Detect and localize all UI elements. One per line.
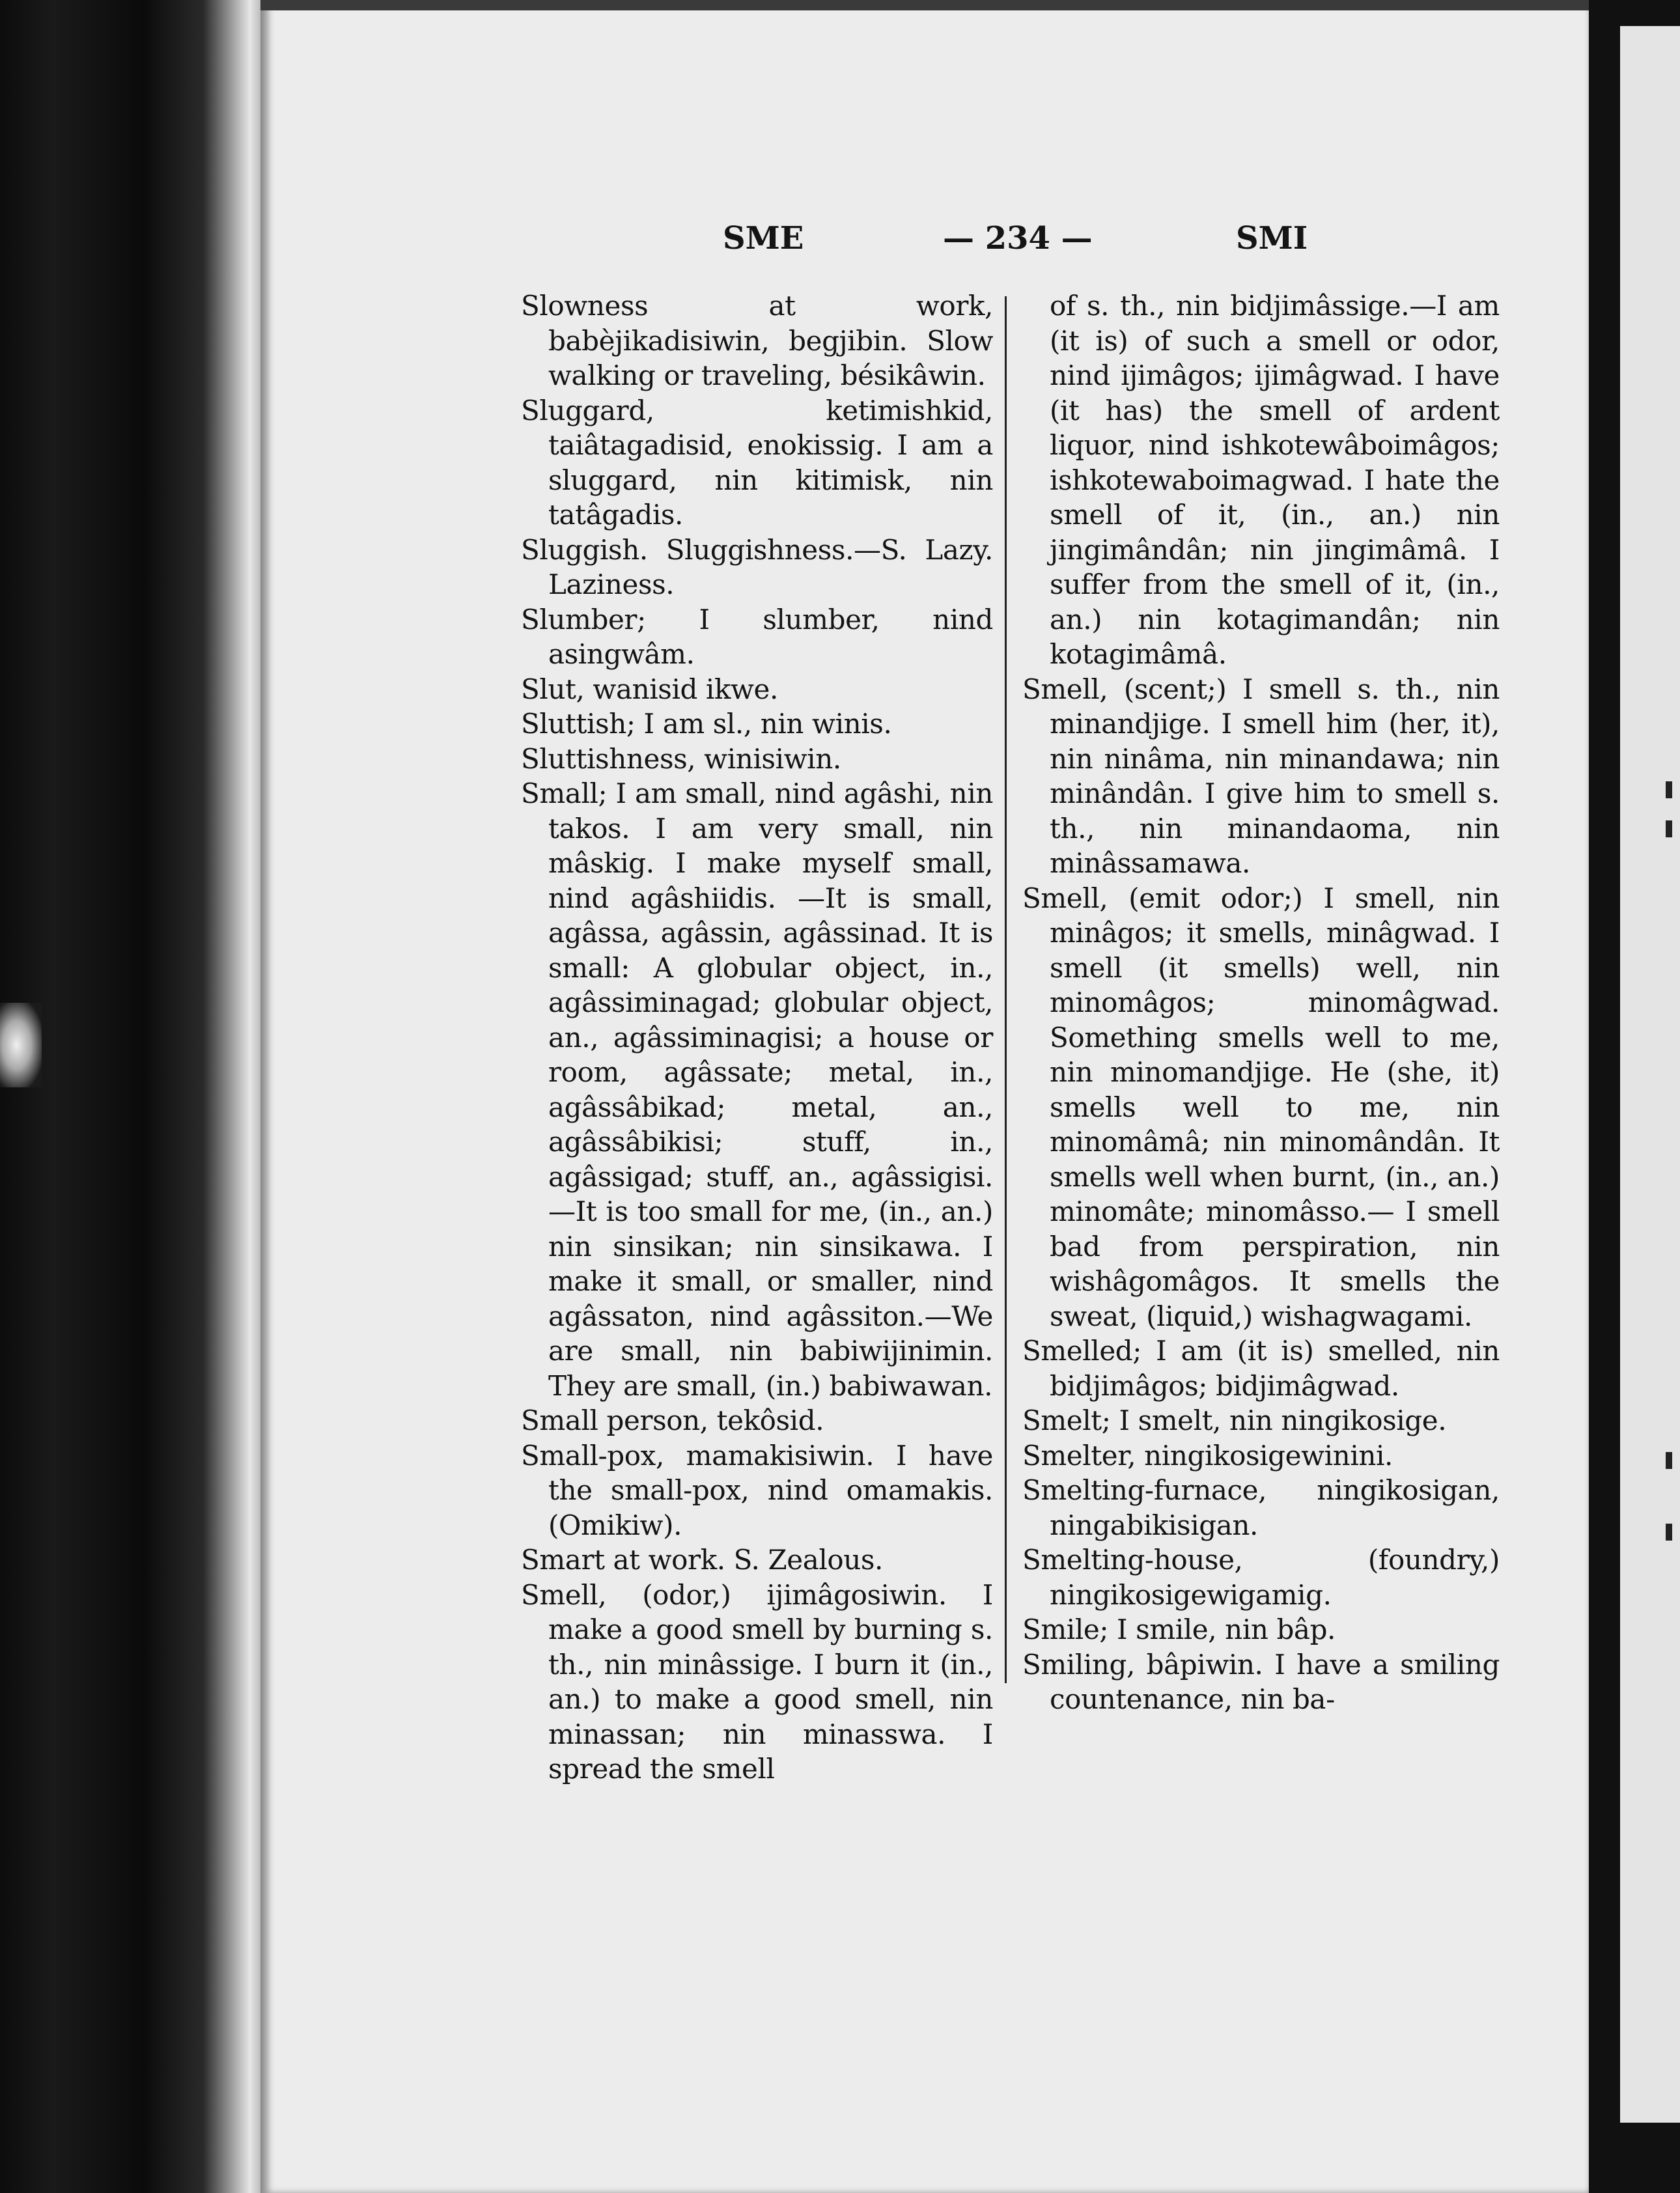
dictionary-entry: Smelt; I smelt, nin ningikosige.: [1022, 1404, 1447, 1436]
adjacent-page-text-fragment: [1666, 820, 1672, 837]
dictionary-entry: Small-pox, mamakisiwin. I have the small-pox, nind omamakis. (Omikiw).: [521, 1439, 993, 1541]
dictionary-entry: Smell, (scent;) I smell s. th., nin minandjige. I smell him (her, it), nin ninâma, nin minandawa; nin minândân. I give him to smell s. th., nin minandaoma, nin minâssamawa.: [1022, 673, 1500, 879]
dictionary-entry: Smart at work. S. Zealous.: [521, 1544, 884, 1576]
book-gutter: [0, 0, 260, 2193]
dictionary-entry: Small person, tekôsid.: [521, 1404, 824, 1436]
dictionary-entry: Sluggish. Sluggishness.—S. Lazy. Laziness.: [521, 533, 993, 600]
adjacent-page-sliver: [1620, 26, 1680, 2123]
dictionary-entry: Sluggard, ketimishkid, taiâtagadisid, enokissig. I am a sluggard, nin kitimisk, nin tatâgadis.: [521, 394, 993, 531]
dictionary-entry: Smile; I smile, nin bâp.: [1022, 1613, 1336, 1645]
right-column: [1022, 288, 1500, 1717]
dictionary-entry: Slowness at work, babèjikadisiwin, begjibin. Slow walking or traveling, bésikâwin.: [521, 290, 993, 391]
scanner-artifact: [0, 1003, 42, 1087]
dictionary-entry: Smiling, bâpiwin. I have a smiling countenance, nin ba-: [1022, 1648, 1500, 1715]
left-guide-word: SME: [723, 220, 804, 257]
right-guide-word: SMI: [1236, 220, 1308, 257]
dictionary-entry: Sluttish; I am sl., nin winis.: [521, 708, 892, 740]
dictionary-entry: Slut, wanisid ikwe.: [521, 673, 778, 705]
dictionary-entry: Sluttishness, winisiwin.: [521, 742, 841, 775]
scanner-frame: [1589, 0, 1680, 2193]
running-head: [260, 220, 1589, 266]
dictionary-entry: Smelting-house, (foundry,) ningikosigewigamig.: [1022, 1544, 1500, 1611]
dictionary-entry: Smelting-furnace, ningikosigan, ningabikisigan.: [1022, 1474, 1500, 1541]
column-divider: [1005, 296, 1007, 1683]
dictionary-entry: Smelled; I am (it is) smelled, nin bidjimâgos; bidjimâgwad.: [1022, 1335, 1500, 1402]
page-top-edge: [260, 0, 1589, 10]
adjacent-page-text-fragment: [1666, 1524, 1672, 1541]
adjacent-page-text-fragment: [1666, 1452, 1672, 1469]
dictionary-entry: Smell, (emit odor;) I smell, nin minâgos; it smells, minâgwad. I smell (it smells) well, nin minomâgos; minomâgwad. Something smells well to me, nin minomandjige. He (she, it) smells well to me, nin minomâmâ; nin minomândân. It smells well when burnt, (in., an.) minomâte; minomâsso.— I smell bad from perspiration, nin wishâgomâgos. It smells the sweat, (liquid,) wishagwagami.: [1022, 882, 1500, 1332]
dictionary-entry: Smell, (odor,) ijimâgosiwin. I make a good smell by burning s. th., nin minâssige. I burn it (in., an.) to make a good smell, nin minassan; nin minasswa. I spread the smell: [521, 1578, 993, 1785]
dictionary-entry-continued: of s. th., nin bidjimâssige.—I am (it is) of such a smell or odor, nind ijimâgos; ijimâgwad. I have (it has) the smell of ardent liquor, nind ishkotewâboimâgos; ishkotewaboimagwad. I hate the smell of it, (in., an.) nin jingimândân; nin jingimâmâ. I suffer from the smell of it, (in., an.) nin kotagimandân; nin kotagimâmâ.: [1050, 290, 1500, 670]
dictionary-entry: Slumber; I slumber, nind asingwâm.: [521, 603, 993, 670]
left-column: [521, 288, 993, 1787]
adjacent-page-text-fragment: [1666, 781, 1672, 798]
dictionary-entry: Smelter, ningikosigewinini.: [1022, 1439, 1393, 1472]
page-number: — 234 —: [943, 220, 1093, 257]
dictionary-entry: Small; I am small, nind agâshi, nin takos. I am very small, nin mâskig. I make myself small, nind agâshiidis. —It is small, agâssa, agâssin, agâssinad. It is small: A globular object, in., agâssiminagad; globular object, an., agâssiminagisi; a house or room, agâssate; metal, in., agâssâbikad; metal, an., agâssâbikisi; stuff, in., agâssigad; stuff, an., agâssigisi. —It is too small for me, (in., an.) nin sinsikan; nin sinsikawa. I make it small, or smaller, nind agâssaton, nind agâssiton.—We are small, nin babiwijinimin. They are small, (in.) babiwawan.: [521, 777, 993, 1402]
